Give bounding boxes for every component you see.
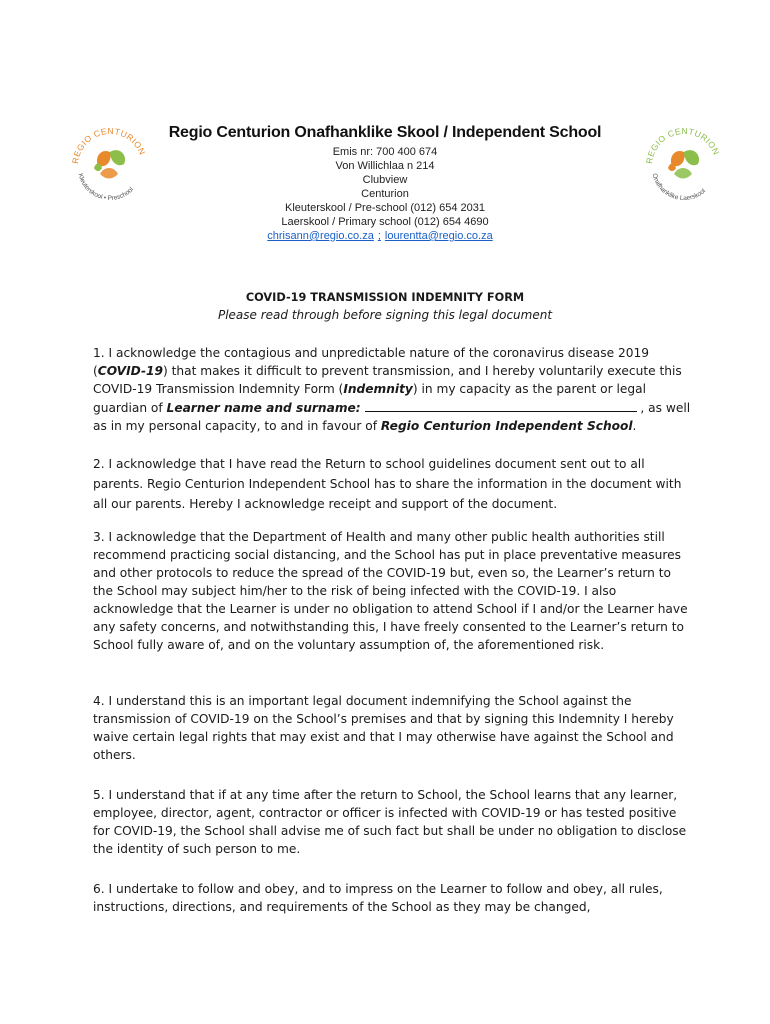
logo-arc-text: REGIO CENTURION — [644, 125, 722, 165]
logo-bottom-text: Onafhanklike Laerskool — [650, 172, 708, 203]
p1-text-g: , — [636, 401, 645, 415]
learner-name-label: Learner name and surname: — [166, 401, 361, 415]
email-links — [0, 229, 770, 243]
p1-text-c: ) that makes it difficult to prevent transmission, and I hereby voluntarily execute this COVID-19 Transmission Indemnity Form ( — [93, 364, 682, 396]
paragraph-1 — [93, 344, 693, 435]
paragraph-5 — [93, 786, 693, 858]
paragraph-4-text: 4. I understand this is an important legal document indemnifying the School against the transmission of COVID-19 on the School’s premises and that by signing this Indemnity I hereby waive certain legal rights that may exist and that I may otherwise have against the School and others. — [93, 694, 674, 762]
form-heading — [0, 291, 770, 322]
paragraph-4 — [93, 692, 693, 764]
learner-name-field[interactable] — [365, 398, 637, 412]
city: Centurion — [361, 188, 409, 200]
preschool-phone: Kleuterskool / Pre-school (012) 654 2031 — [285, 202, 485, 214]
paragraph-3-text: 3. I acknowledge that the Department of Health and many other public health authorities still recommend practicing social distancing, and the School has put in place preventative measures and other protocols to reduce the spread of the COVID-19 but, even so, the Learner’s return to the School may subject him/her to the risk of being infected with the COVID-19. I also acknowledge that the Learner is under no obligation to attend School if I and/or the Learner have any safety concerns, and notwithstanding this, I have freely consented to the Learner’s return to School fully aware of, and on the voluntary assumption of, the aforementioned risk. — [93, 530, 688, 652]
logo-arc-text: REGIO CENTURION — [70, 125, 148, 165]
letterhead — [0, 124, 770, 243]
email-link-chrisann[interactable]: chrisann@regio.co.za — [267, 230, 374, 242]
paragraph-2 — [93, 454, 693, 514]
paragraph-5-text: 5. I understand that if at any time after the return to School, the School learns that any learner, employee, director, agent, contractor or officer is infected with COVID-19 or has tested positive for COVID-19, the School shall advise me of such fact but shall be under no obligation to disclose the identity of such person to me. — [93, 788, 687, 856]
paragraph-6-text: 6. I undertake to follow and obey, and to impress on the Learner to follow and obey, all rules, instructions, directions, and requirements of the School as they may be changed, — [93, 882, 663, 914]
suburb: Clubview — [362, 174, 408, 186]
p1-text-j: . — [632, 419, 637, 433]
p1-indemnity-term: Indemnity — [343, 382, 413, 396]
p1-school-name: Regio Centurion Independent School — [380, 419, 633, 433]
logo-bottom-text: Kleuterskool • Preschool — [76, 172, 136, 203]
paragraph-3 — [93, 528, 693, 654]
primary-phone: Laerskool / Primary school (012) 654 4690 — [281, 216, 489, 228]
emis-number: Emis nr: 700 400 674 — [332, 146, 438, 158]
form-title: COVID-19 TRANSMISSION INDEMNITY FORM — [245, 291, 525, 304]
p1-text-h: as well as in my personal capacity, to and in favour of — [93, 401, 691, 433]
form-subtitle: Please read through before signing this legal document — [217, 308, 553, 322]
email-link-lourentta[interactable]: lourentta@regio.co.za — [384, 230, 493, 242]
paragraph-6 — [93, 880, 693, 916]
school-name: Regio Centurion Onafhanklike Skool / Independent School — [168, 124, 602, 141]
street-address: Von Willichlaa n 214 — [335, 160, 435, 172]
address-block — [0, 145, 770, 243]
email-separator: ; — [377, 230, 381, 242]
p1-text-a: 1. I acknowledge the contagious and unpredictable nature of the coronavirus disease 2019 ( — [93, 346, 649, 378]
p1-covid-term: COVID-19 — [97, 364, 163, 378]
p1-text-e: ) in my capacity as the parent or legal guardian of — [93, 382, 646, 415]
paragraph-2-text: 2. I acknowledge that I have read the Return to school guidelines document sent out to all parents. Regio Centurion Independent School has to share the information in the document with all our parents. Hereby I acknowledge receipt and support of the document. — [93, 457, 682, 511]
